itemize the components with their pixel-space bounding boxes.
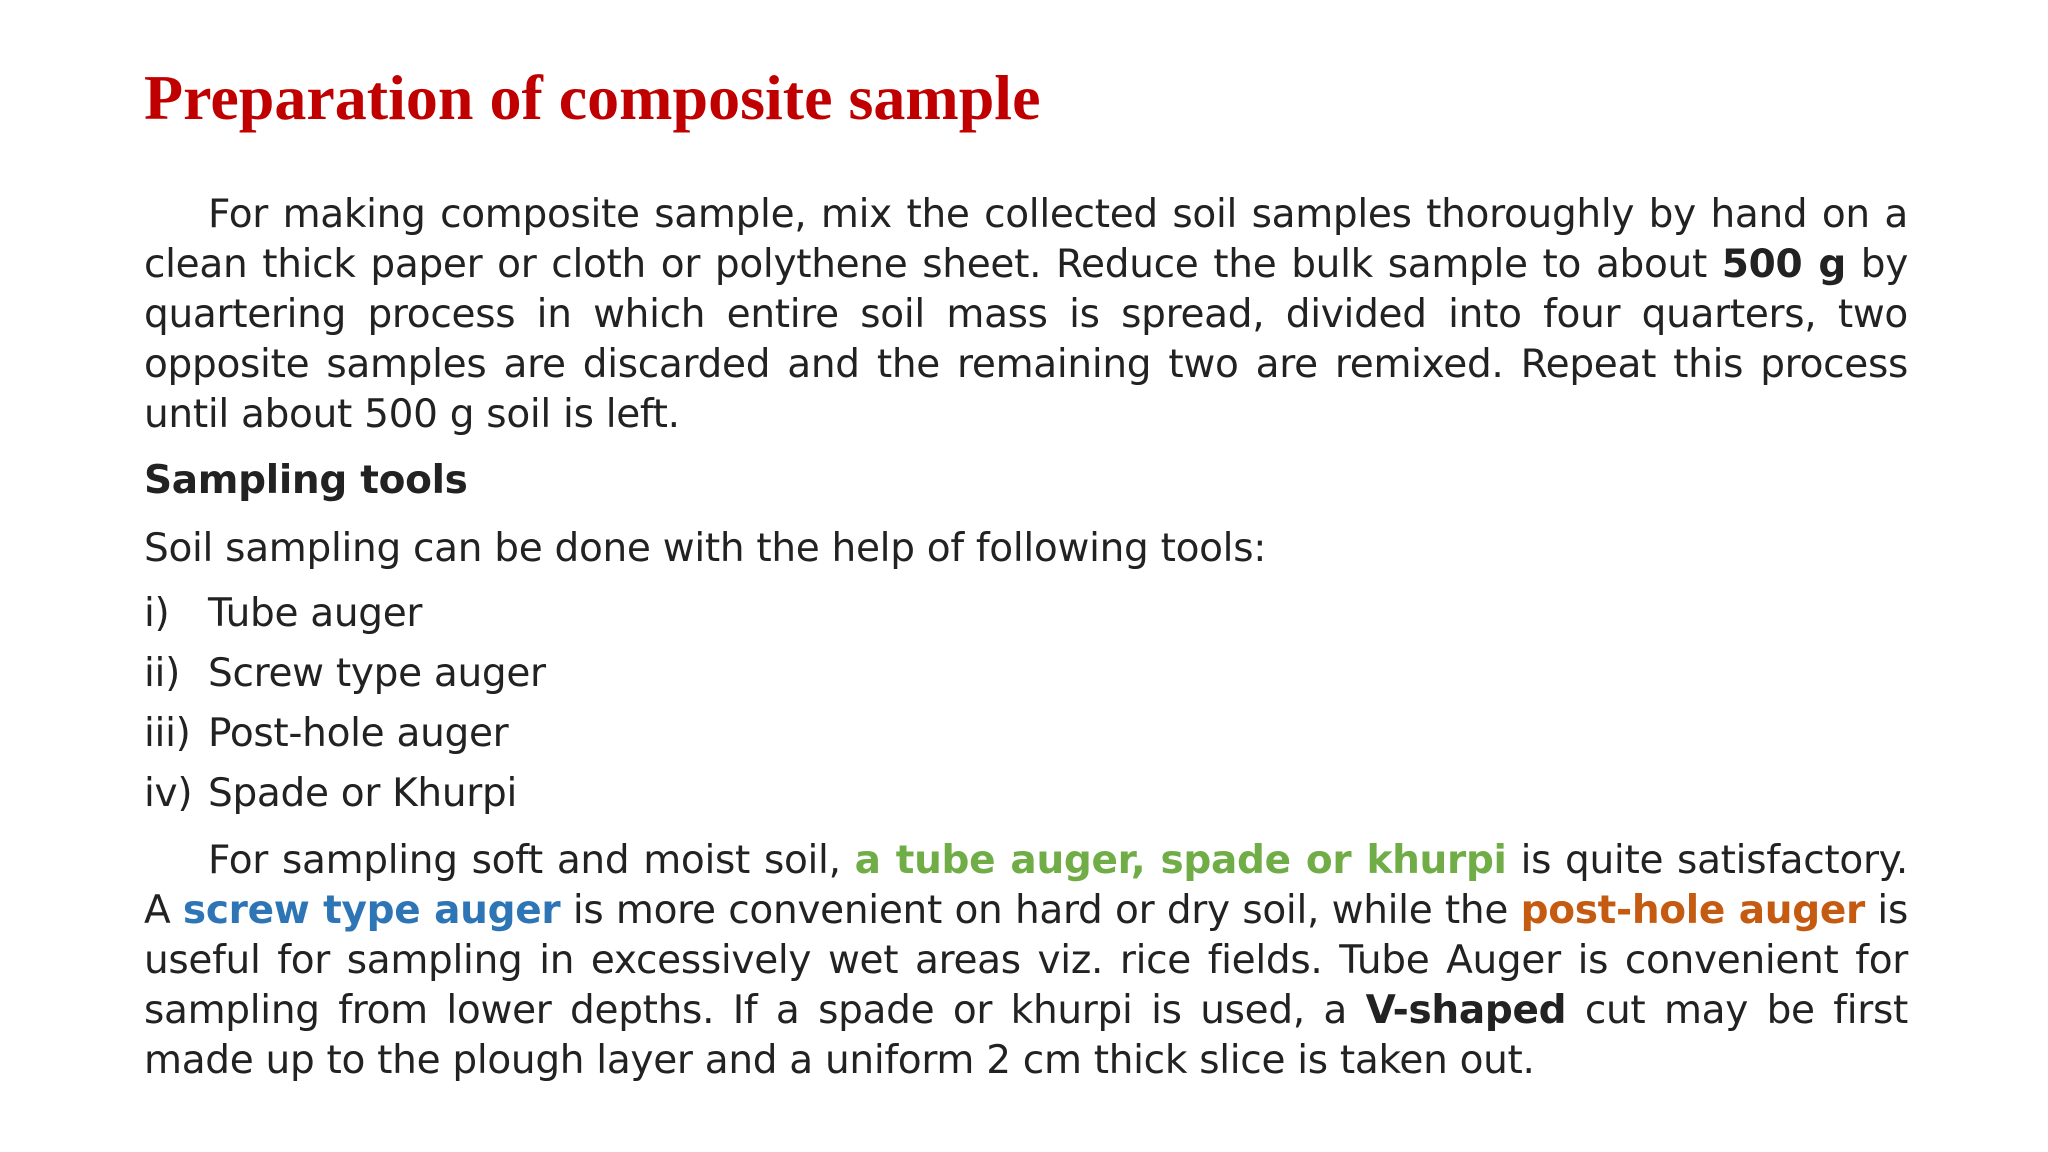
- para1-text-1: For making composite sample, mix the collected soil samples thoroughly by hand on a clean thick paper or cloth or polythene sheet. Reduce the bulk sample to about: [144, 192, 1908, 287]
- sampling-tools-heading: Sampling tools: [144, 458, 468, 503]
- list-item: [144, 644, 1908, 704]
- para2-blue-highlight: screw type auger: [182, 888, 561, 933]
- para1-bold-500g: 500 g: [1721, 242, 1846, 287]
- list-item-label: Spade or Khurpi: [208, 771, 517, 816]
- para2-text-4: is useful for sampling in excessively wet areas viz. rice fields. Tube Auger is convenient for sampling from lower depths. If a spade or khurpi is used, a: [144, 888, 1908, 1033]
- para2-text-2: is quite satisfactory. A: [144, 838, 1908, 933]
- sampling-tools-intro: Soil sampling can be done with the help of following tools:: [144, 526, 1267, 571]
- slide-title: Preparation of composite sample: [144, 62, 1041, 133]
- list-item: [144, 704, 1908, 764]
- list-item-label: Tube auger: [208, 591, 423, 636]
- list-item: [144, 584, 1908, 644]
- list-item-label: Post-hole auger: [208, 711, 509, 756]
- list-item: [144, 764, 1908, 824]
- para2-text-3: is more convenient on hard or dry soil, while the: [560, 888, 1521, 933]
- list-item-number: ii): [144, 651, 180, 696]
- list-item-number: i): [144, 591, 170, 636]
- para2-green-highlight: a tube auger, spade or khurpi: [854, 838, 1507, 883]
- para2-brown-highlight: post-hole auger: [1520, 888, 1865, 933]
- composite-sample-paragraph: [144, 190, 1908, 440]
- slide-content: [144, 190, 1908, 1086]
- para1-text-2: by quartering process in which entire soil mass is spread, divided into four quarters, two opposite samples are discarded and the remaining two are remixed. Repeat this process until about 500 g soil is left.: [144, 242, 1908, 437]
- list-item-number: iv): [144, 771, 193, 816]
- para2-text-1: For sampling soft and moist soil,: [208, 838, 855, 883]
- para2-text-5: cut may be first made up to the plough layer and a uniform 2 cm thick slice is taken out.: [144, 988, 1908, 1083]
- list-item-label: Screw type auger: [208, 651, 546, 696]
- tool-usage-paragraph: [144, 836, 1908, 1086]
- list-item-number: iii): [144, 711, 191, 756]
- sampling-tools-list: [144, 584, 1908, 824]
- para2-bold-v-shaped: V-shaped: [1365, 988, 1567, 1033]
